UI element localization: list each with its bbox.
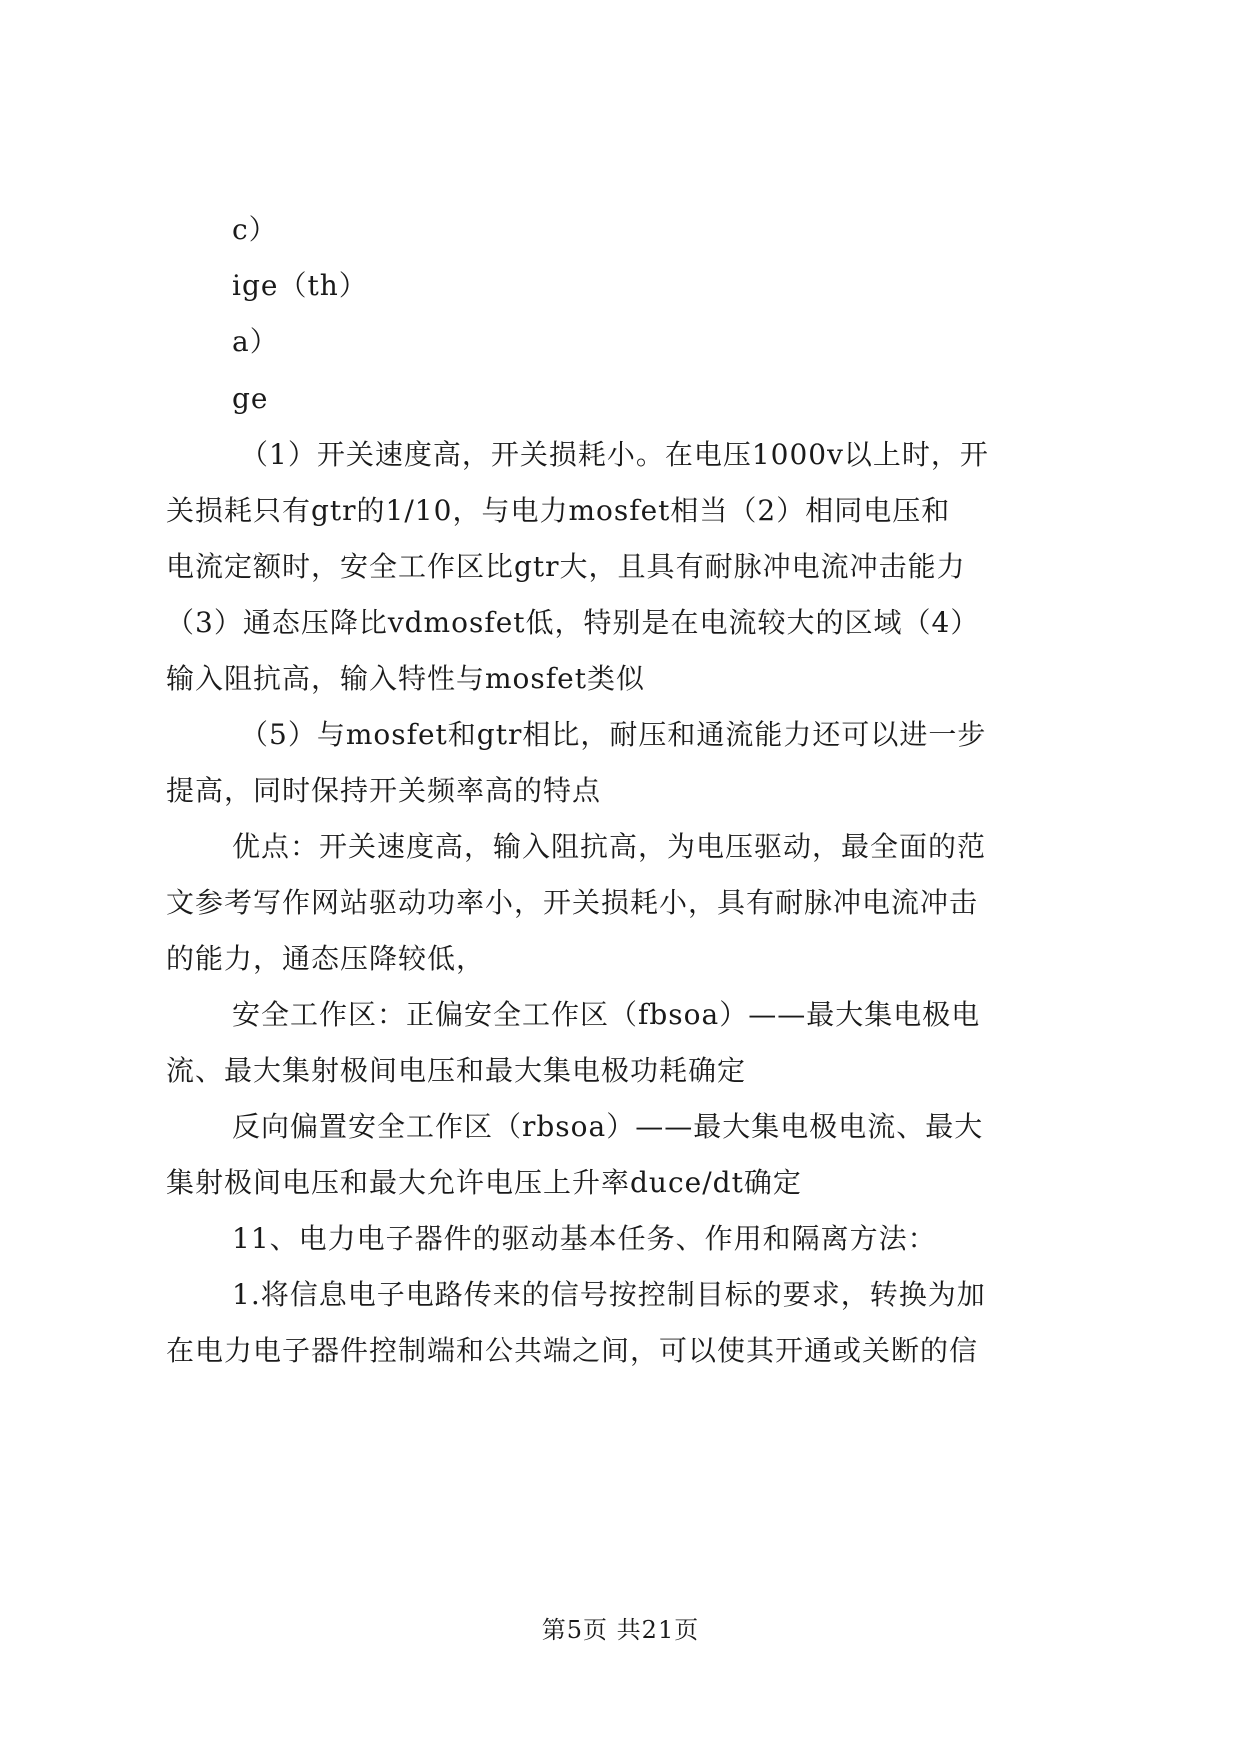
text-line: （5）与mosfet和gtr相比，耐压和通流能力还可以进一步 <box>240 718 987 751</box>
text-line: 输入阻抗高，输入特性与mosfet类似 <box>166 662 645 695</box>
text-line: 安全工作区：正偏安全工作区（fbsoa）——最大集电极电 <box>232 998 981 1031</box>
text-line: 流、最大集射极间电压和最大集电极功耗确定 <box>166 1054 747 1087</box>
text-line: 提高，同时保持开关频率高的特点 <box>166 774 602 807</box>
text-line: c） <box>232 213 278 246</box>
text-line: 集射极间电压和最大允许电压上升率duce/dt确定 <box>166 1166 802 1199</box>
page-number-footer: 第5页 共21页 <box>541 1616 700 1644</box>
text-line: 的能力，通态压降较低， <box>166 942 486 975</box>
text-line: a） <box>232 325 279 358</box>
text-line: 在电力电子器件控制端和公共端之间，可以使其开通或关断的信 <box>166 1334 979 1367</box>
text-line: 电流定额时，安全工作区比gtr大，且具有耐脉冲电流冲击能力 <box>166 550 966 583</box>
text-line: 文参考写作网站驱动功率小，开关损耗小，具有耐脉冲电流冲击 <box>166 886 979 919</box>
text-line: 反向偏置安全工作区（rbsoa）——最大集电极电流、最大 <box>232 1110 984 1143</box>
text-line: 1.将信息电子电路传来的信号按控制目标的要求，转换为加 <box>232 1278 986 1311</box>
text-line: （3）通态压降比vdmosfet低，特别是在电流较大的区域（4） <box>166 606 980 639</box>
text-line: （1）开关速度高，开关损耗小。在电压1000v以上时，开 <box>240 438 989 471</box>
text-line: 11、电力电子器件的驱动基本任务、作用和隔离方法： <box>232 1222 937 1255</box>
text-line: 关损耗只有gtr的1/10，与电力mosfet相当（2）相同电压和 <box>166 494 951 527</box>
text-line: ige（th） <box>232 269 368 302</box>
text-line: 优点：开关速度高，输入阻抗高，为电压驱动，最全面的范 <box>232 830 987 863</box>
text-line: ge <box>232 382 269 415</box>
